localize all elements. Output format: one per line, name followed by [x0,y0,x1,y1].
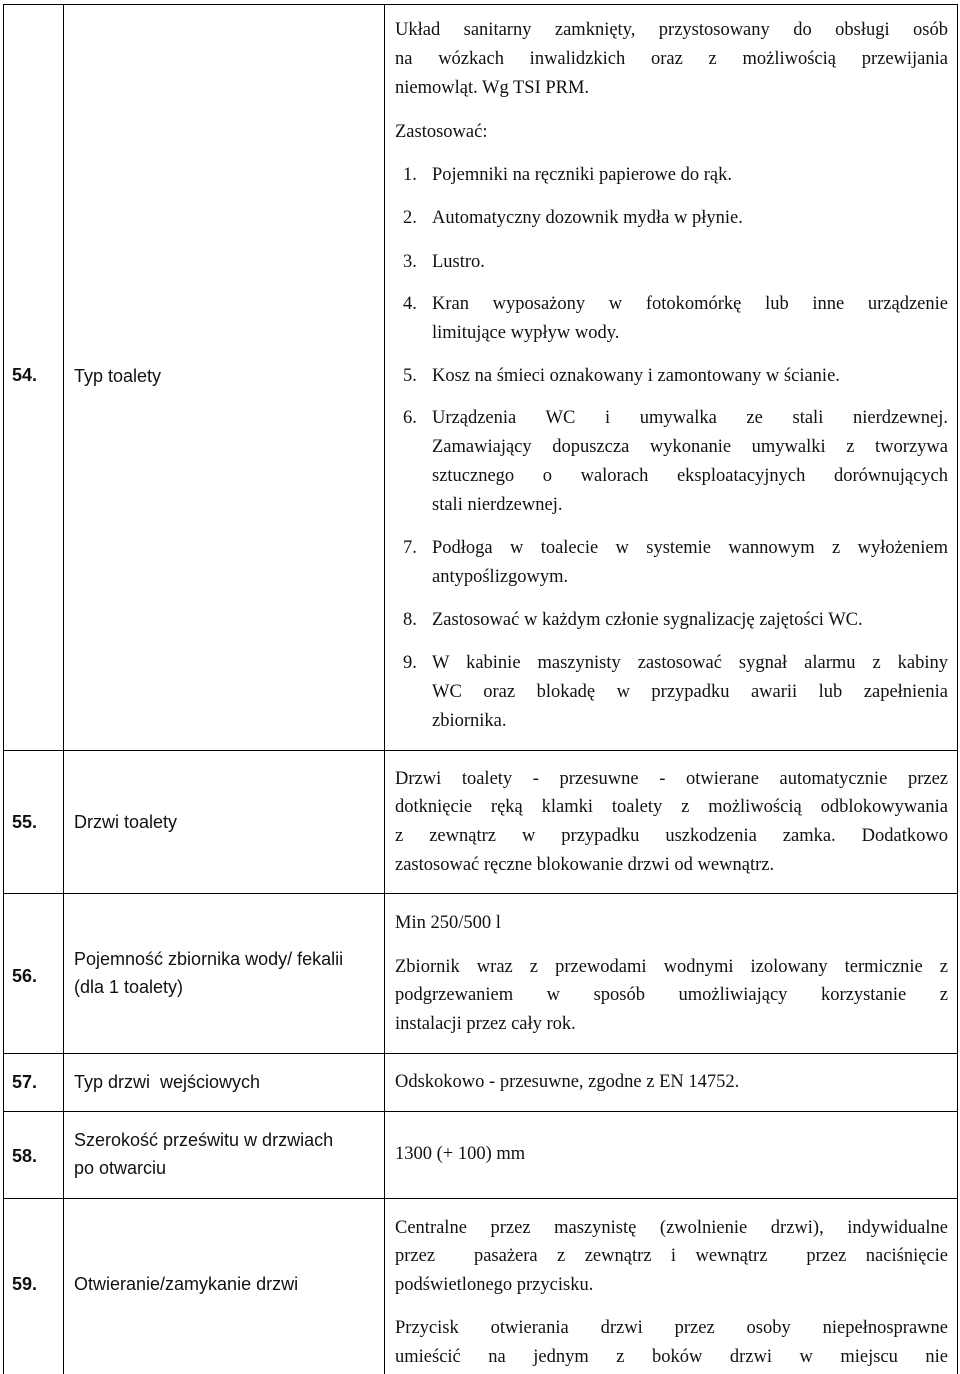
description-line: z zewnątrz w przypadku uszkodzenia zamka. Dodatkowo [395,826,948,846]
row-name-line: po otwarciu [74,1158,167,1178]
list-item: 3. Lustro. [403,252,485,272]
list-item: 5. Kosz na śmieci oznakowany i zamontowany w ścianie. [403,366,840,386]
row-divider-58-59 [3,1198,958,1199]
row-number: 54. [12,365,38,385]
capacity-value: Min 250/500 l [395,913,501,933]
row-number: 55. [12,812,38,832]
row-name: Typ toalety [74,366,162,386]
intro-line: Układ sanitarny zamknięty, przystosowany do obsługi osób [395,20,948,40]
apply-label: Zastosować: [395,122,488,142]
intro-line: na wózkach inwalidzkich oraz z możliwością przewijania [395,49,948,69]
description-line: instalacji przez cały rok. [395,1014,576,1034]
list-item: 8. Zastosować w każdym członie sygnalizację zajętości WC. [403,610,863,630]
column-divider-2 [384,4,385,1374]
description-line: przez pasażera z zewnątrz i wewnątrz przez naciśnięcie [395,1246,948,1266]
description-line: podświetlonego przycisku. [395,1275,594,1295]
row-divider-56-57 [3,1053,958,1054]
row-number: 56. [12,966,38,986]
row-name-line: Pojemność zbiornika wody/ fekalii [74,949,344,969]
description-line: Przycisk otwierania drzwi przez osoby niepełnosprawne [395,1318,948,1338]
list-item: 2. Automatyczny dozownik mydła w płynie. [403,208,743,228]
list-item: 4. Kran wyposażony w fotokomórkę lub inne urządzenie limitujące wypływ wody. [403,294,948,343]
table-border-left [3,4,4,1374]
row-name-line: (dla 1 toalety) [74,977,184,997]
row-number: 59. [12,1274,38,1294]
description-line: Drzwi toalety - przesuwne - otwierane automatycznie przez [395,769,948,789]
list-item: 6. Urządzenia WC i umywalka ze stali nierdzewnej. Zamawiający dopuszcza wykonanie umywalki z tworzywa sztucznego o walorach eksploatacyjnych dorównujących stali nierdzewnej. [403,408,948,515]
row-divider-57-58 [3,1111,958,1112]
row-name: Typ drzwi wejściowych [74,1072,261,1092]
description: 1300 (+ 100) mm [395,1144,526,1164]
description-line: podgrzewaniem w sposób umożliwiający korzystanie z [395,985,948,1005]
description-line: dotknięcie ręką klamki toalety z możliwością odblokowywania [395,797,948,817]
description-line: Centralne przez maszynistę (zwolnienie drzwi), indywidualne [395,1218,948,1238]
list-item: 9. W kabinie maszynisty zastosować sygnał alarmu z kabiny WC oraz blokadę w przypadku awarii lub zapełnienia zbiornika. [403,653,948,731]
row-number: 58. [12,1146,38,1166]
list-item: 7. Podłoga w toalecie w systemie wannowym z wyłożeniem antypoślizgowym. [403,538,948,587]
row-number: 57. [12,1072,38,1092]
description-line: zastosować ręczne blokowanie drzwi od wewnątrz. [395,855,775,875]
description-line: umieścić na jednym z boków drzwi w miejscu nie [395,1347,948,1367]
description-line: Zbiornik wraz z przewodami wodnymi izolowany termicznie z [395,957,948,977]
table-border-top [3,4,958,5]
list-item: 1. Pojemniki na ręczniki papierowe do rąk. [403,165,733,185]
intro-line: niemowląt. Wg TSI PRM. [395,78,590,98]
table-border-right [957,4,958,1374]
row-name: Otwieranie/zamykanie drzwi [74,1274,299,1294]
row-name: Drzwi toalety [74,812,178,832]
description: Odskokowo - przesuwne, zgodne z EN 14752. [395,1072,740,1092]
row-divider-54-55 [3,750,958,751]
row-divider-55-56 [3,893,958,894]
row-name-line: Szerokość prześwitu w drzwiach [74,1130,334,1150]
column-divider-1 [63,4,64,1374]
